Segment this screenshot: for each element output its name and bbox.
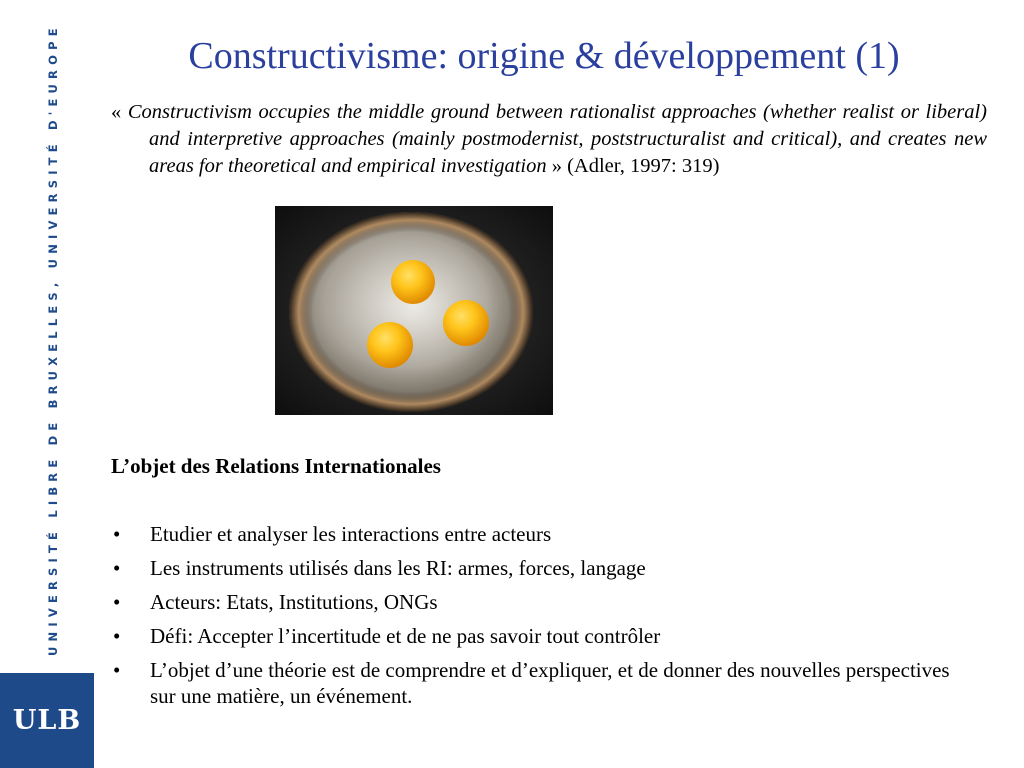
bullet-text: L’objet d’une théorie est de comprendre et d’expliquer, et de donner des nouvelles perspectives sur une matière, un événement. [150, 658, 950, 708]
bullet-item [111, 623, 961, 649]
quote-paragraph [111, 99, 987, 180]
bullet-item [111, 555, 961, 581]
bullet-text: Etudier et analyser les interactions entre acteurs [150, 522, 552, 546]
bullet-icon: • [113, 590, 121, 614]
university-name-text: UNIVERSITÉ LIBRE DE BRUXELLES, UNIVERSITÉ D'EUROPE [46, 23, 60, 656]
ulb-logo-text: ULB [12, 705, 82, 736]
bullet-item [111, 657, 961, 709]
egg-yolk-3 [367, 322, 413, 368]
bullet-icon: • [113, 522, 121, 546]
quote-open-mark: « [111, 101, 128, 123]
bullet-text: Défi: Accepter l’incertitude et de ne pas savoir tout contrôler [150, 624, 661, 648]
bullet-text: Les instruments utilisés dans les RI: armes, forces, langage [150, 556, 646, 580]
bullet-icon: • [113, 556, 121, 580]
egg-yolk-2 [443, 300, 489, 346]
bullet-list [111, 521, 961, 717]
bullet-item [111, 589, 961, 615]
bullet-icon: • [113, 658, 121, 682]
section-subheading: L’objet des Relations Internationales [111, 454, 441, 478]
egg-yolk-1 [391, 260, 435, 304]
slide-title: Constructivisme: origine & développement (1) [188, 35, 900, 77]
quote-text: Constructivism occupies the middle ground between rationalist approaches (whether realist or liberal) and interpretive approaches (mainly postmodernist, poststructuralist and critical), and creates new areas for theoretical and empirical investigation [127, 101, 987, 177]
eggs-in-pan-photo [275, 206, 553, 415]
bullet-text: Acteurs: Etats, Institutions, ONGs [150, 590, 438, 614]
bullet-item [111, 521, 961, 547]
bullet-icon: • [113, 624, 121, 648]
quote-citation: » (Adler, 1997: 319) [546, 155, 720, 177]
ulb-logo [0, 673, 94, 768]
eggs-in-pan-illustration [275, 206, 553, 415]
